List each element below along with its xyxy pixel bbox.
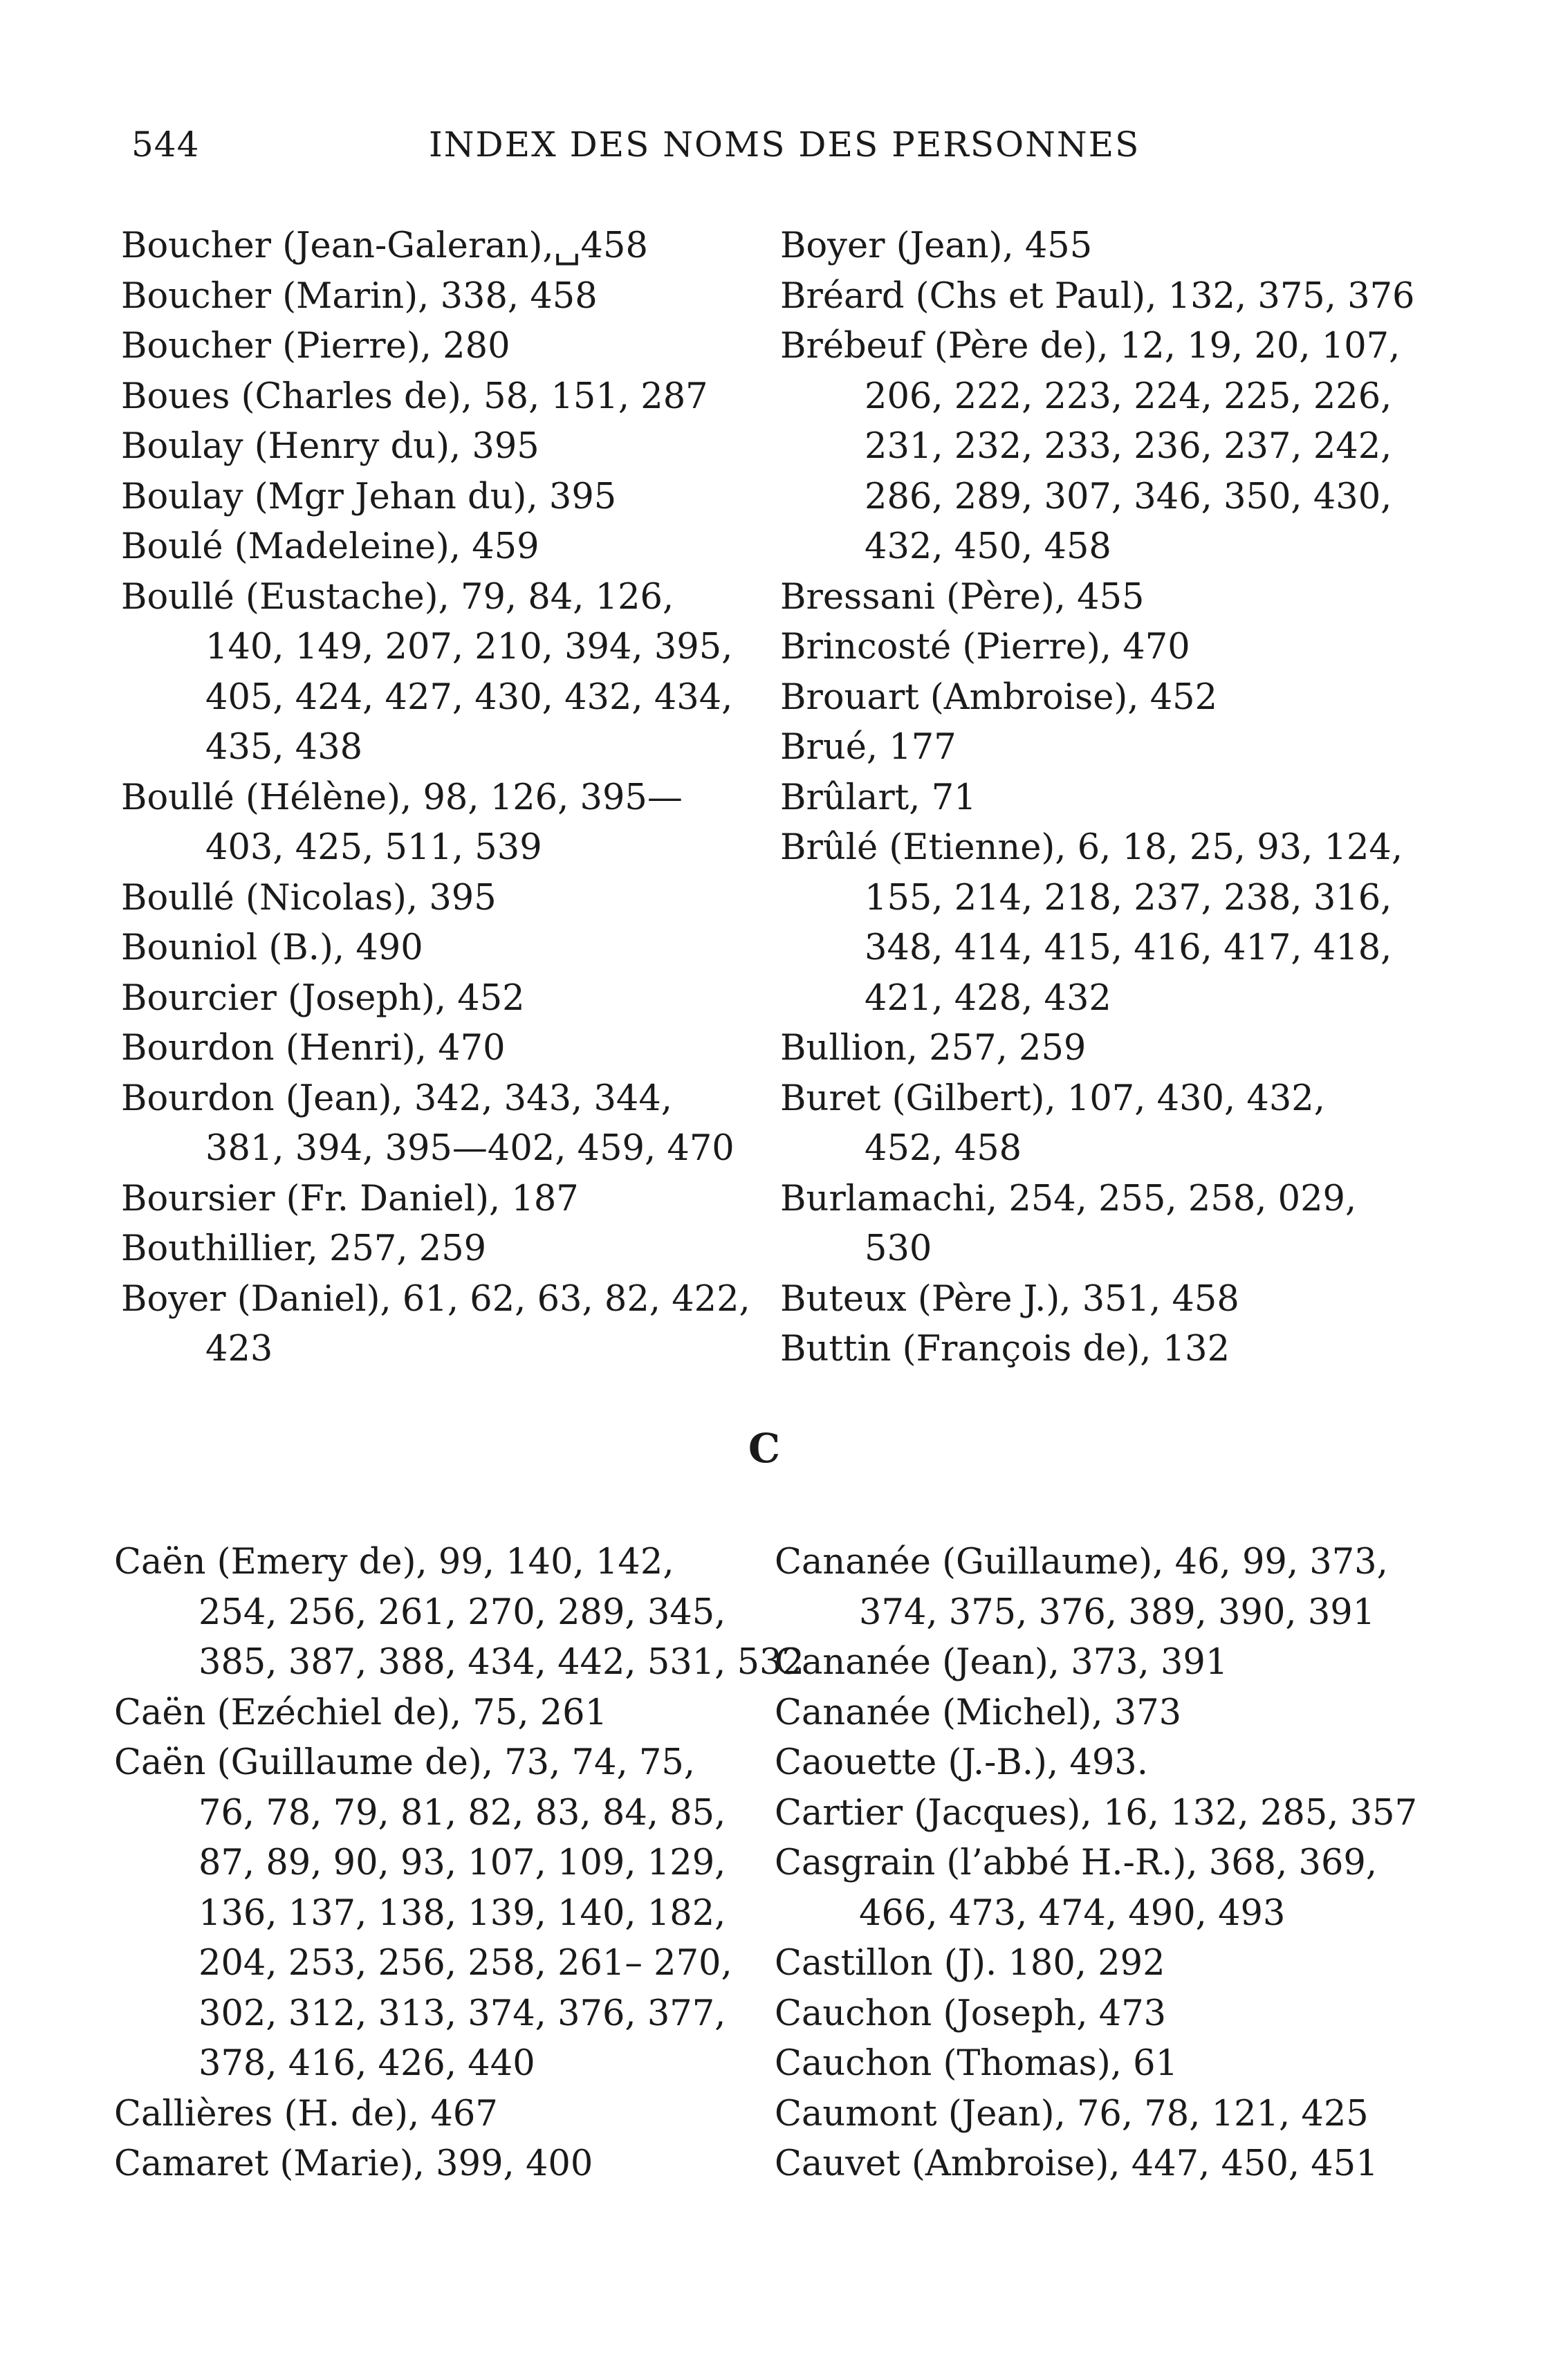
- entry-first-line: Boulay (Mgr Jehan du), 395: [121, 476, 617, 517]
- index-entry: [780, 1325, 1415, 1375]
- entry-first-line: Brûlart, 71: [780, 777, 977, 818]
- entry-first-line: Cananée (Guillaume), 46, 99, 373,: [775, 1542, 1388, 1583]
- index-entry: [775, 2039, 1417, 2090]
- entry-continuation-line: 466, 473, 474, 490, 493: [859, 1892, 1286, 1934]
- entry-first-line: Buteux (Père J.), 351, 458: [780, 1278, 1239, 1320]
- entry-continuation-line: 348, 414, 415, 416, 417, 418,: [865, 928, 1392, 968]
- entry-first-line: Boues (Charles de), 58, 151, 287: [121, 376, 708, 417]
- entry-continuation-line: 155, 214, 218, 237, 238, 316,: [865, 877, 1392, 919]
- index-entry: [775, 1538, 1417, 1638]
- entry-first-line: Brué, 177: [780, 727, 957, 768]
- entry-first-line: Boullé (Hélène), 98, 126, 395—: [121, 777, 683, 818]
- index-entry: [121, 923, 750, 974]
- index-entry: [121, 1024, 750, 1074]
- index-entry: [114, 1538, 804, 1688]
- index-entry: [775, 1989, 1417, 2040]
- entry-first-line: Bouthillier, 257, 259: [121, 1228, 487, 1269]
- index-column-left-top: [121, 221, 750, 1375]
- index-entry: [780, 773, 1415, 824]
- index-column-right-bottom: [775, 1538, 1417, 2190]
- entry-continuation-line: 204, 253, 256, 258, 261– 270,: [198, 1943, 732, 1984]
- entry-continuation-line: 231, 232, 233, 236, 237, 242,: [865, 426, 1392, 467]
- index-entry: [114, 2090, 804, 2140]
- index-entry: [775, 1838, 1417, 1939]
- entry-first-line: Caën (Guillaume de), 73, 74, 75,: [114, 1742, 695, 1783]
- index-entry: [780, 573, 1415, 623]
- index-entry: [775, 1939, 1417, 1989]
- entry-first-line: Cauvet (Ambroise), 447, 450, 451: [775, 2143, 1378, 2184]
- entry-first-line: Boulay (Henry du), 395: [121, 426, 539, 467]
- entry-first-line: Brébeuf (Père de), 12, 19, 20, 107,: [780, 326, 1401, 367]
- entry-continuation-line: 423: [205, 1329, 273, 1369]
- index-entry: [121, 372, 750, 423]
- entry-continuation-line: 87, 89, 90, 93, 107, 109, 129,: [198, 1843, 726, 1883]
- entry-first-line: Caumont (Jean), 76, 78, 121, 425: [775, 2093, 1369, 2134]
- entry-continuation-line: 452, 458: [865, 1128, 1022, 1169]
- index-entry: [780, 221, 1415, 272]
- entry-first-line: Bourcier (Joseph), 452: [121, 977, 525, 1019]
- index-entry: [780, 322, 1415, 573]
- index-entry: [775, 1789, 1417, 1839]
- entry-continuation-line: 530: [865, 1228, 932, 1269]
- entry-first-line: Cauchon (Joseph, 473: [775, 1993, 1167, 2034]
- entry-first-line: Brûlé (Etienne), 6, 18, 25, 93, 124,: [780, 827, 1403, 868]
- index-entry: [780, 622, 1415, 673]
- entry-first-line: Brincosté (Pierre), 470: [780, 627, 1190, 667]
- index-entry: [121, 874, 750, 924]
- entry-first-line: Cartier (Jacques), 16, 132, 285, 357: [775, 1792, 1418, 1834]
- entry-first-line: Boyer (Daniel), 61, 62, 63, 82, 422,: [121, 1278, 750, 1320]
- entry-first-line: Brouart (Ambroise), 452: [780, 676, 1218, 718]
- entry-continuation-line: 136, 137, 138, 139, 140, 182,: [198, 1892, 726, 1934]
- running-title: INDEX DES NOMS DES PERSONNES: [429, 124, 1140, 165]
- entry-first-line: Cananée (Jean), 373, 391: [775, 1642, 1228, 1683]
- entry-continuation-line: 302, 312, 313, 374, 376, 377,: [198, 1993, 726, 2034]
- entry-first-line: Boursier (Fr. Daniel), 187: [121, 1178, 579, 1219]
- entry-first-line: Buttin (François de), 132: [780, 1329, 1230, 1369]
- entry-first-line: Bouniol (B.), 490: [121, 928, 423, 968]
- page-header: [131, 124, 1459, 180]
- entry-continuation-line: 286, 289, 307, 346, 350, 430,: [865, 476, 1392, 517]
- entry-continuation-line: 381, 394, 395—402, 459, 470: [205, 1128, 735, 1169]
- entry-first-line: Bullion, 257, 259: [780, 1028, 1087, 1069]
- index-entry: [121, 573, 750, 773]
- entry-first-line: Bourdon (Henri), 470: [121, 1028, 506, 1069]
- index-entry: [780, 673, 1415, 723]
- entry-first-line: Caën (Ezéchiel de), 75, 261: [114, 1692, 608, 1733]
- index-entry: [780, 1174, 1415, 1275]
- entry-first-line: Boullé (Nicolas), 395: [121, 877, 497, 919]
- index-entry: [121, 322, 750, 372]
- index-entry: [121, 1275, 750, 1375]
- index-column-right-top: [780, 221, 1415, 1375]
- entry-continuation-line: 76, 78, 79, 81, 82, 83, 84, 85,: [198, 1792, 726, 1834]
- index-entry: [121, 974, 750, 1024]
- index-entry: [775, 2090, 1417, 2140]
- entry-first-line: Boulé (Madeleine), 459: [121, 526, 539, 567]
- entry-first-line: Camaret (Marie), 399, 400: [114, 2143, 593, 2184]
- index-entry: [114, 2139, 804, 2190]
- entry-first-line: Bourdon (Jean), 342, 343, 344,: [121, 1078, 672, 1119]
- index-entry: [780, 823, 1415, 1024]
- index-entry: [121, 1174, 750, 1225]
- section-letter: C: [748, 1425, 781, 1472]
- entry-first-line: Caën (Emery de), 99, 140, 142,: [114, 1542, 674, 1583]
- entry-first-line: Boyer (Jean), 455: [780, 225, 1093, 266]
- entry-continuation-line: 206, 222, 223, 224, 225, 226,: [865, 376, 1392, 417]
- entry-first-line: Boucher (Jean-Galeran),␣458: [121, 225, 648, 266]
- entry-first-line: Callières (H. de), 467: [114, 2093, 498, 2134]
- entry-continuation-line: 378, 416, 426, 440: [198, 2043, 535, 2084]
- index-entry: [121, 272, 750, 322]
- entry-continuation-line: 432, 450, 458: [865, 526, 1111, 567]
- entry-first-line: Cananée (Michel), 373: [775, 1692, 1182, 1733]
- entry-continuation-line: 385, 387, 388, 434, 442, 531, 532: [198, 1642, 804, 1683]
- entry-continuation-line: 405, 424, 427, 430, 432, 434,: [205, 676, 733, 718]
- index-entry: [780, 1024, 1415, 1074]
- index-entry: [121, 472, 750, 523]
- entry-first-line: Buret (Gilbert), 107, 430, 432,: [780, 1078, 1325, 1119]
- index-entry: [121, 1224, 750, 1275]
- index-entry: [780, 1074, 1415, 1174]
- index-entry: [121, 1074, 750, 1174]
- index-entry: [780, 272, 1415, 322]
- index-entry: [121, 522, 750, 573]
- page-number: 544: [131, 124, 200, 165]
- entry-continuation-line: 254, 256, 261, 270, 289, 345,: [198, 1592, 726, 1633]
- index-entry: [121, 773, 750, 874]
- entry-first-line: Burlamachi, 254, 255, 258, 029,: [780, 1178, 1357, 1219]
- entry-first-line: Bressani (Père), 455: [780, 576, 1145, 618]
- index-entry: [775, 2139, 1417, 2190]
- index-entry: [775, 1738, 1417, 1789]
- entry-continuation-line: 403, 425, 511, 539: [205, 827, 542, 868]
- index-entry: [775, 1688, 1417, 1739]
- index-entry: [114, 1688, 804, 1739]
- index-entry: [121, 221, 750, 272]
- entry-first-line: Boullé (Eustache), 79, 84, 126,: [121, 576, 674, 618]
- index-entry: [114, 1738, 804, 2090]
- index-entry: [775, 1638, 1417, 1688]
- index-column-left-bottom: [114, 1538, 804, 2190]
- entry-first-line: Bréard (Chs et Paul), 132, 375, 376: [780, 275, 1415, 317]
- entry-first-line: Casgrain (l’abbé H.-R.), 368, 369,: [775, 1843, 1378, 1883]
- entry-first-line: Boucher (Pierre), 280: [121, 326, 510, 367]
- index-entry: [780, 1275, 1415, 1325]
- entry-continuation-line: 435, 438: [205, 727, 363, 768]
- index-entry: [780, 723, 1415, 773]
- entry-first-line: Boucher (Marin), 338, 458: [121, 275, 598, 317]
- entry-continuation-line: 140, 149, 207, 210, 394, 395,: [205, 627, 733, 667]
- entry-continuation-line: 374, 375, 376, 389, 390, 391: [859, 1592, 1376, 1633]
- entry-first-line: Caouette (J.-B.), 493.: [775, 1742, 1148, 1783]
- index-entry: [121, 422, 750, 472]
- entry-first-line: Castillon (J). 180, 292: [775, 1943, 1165, 1984]
- entry-continuation-line: 421, 428, 432: [865, 977, 1111, 1019]
- entry-first-line: Cauchon (Thomas), 61: [775, 2043, 1179, 2084]
